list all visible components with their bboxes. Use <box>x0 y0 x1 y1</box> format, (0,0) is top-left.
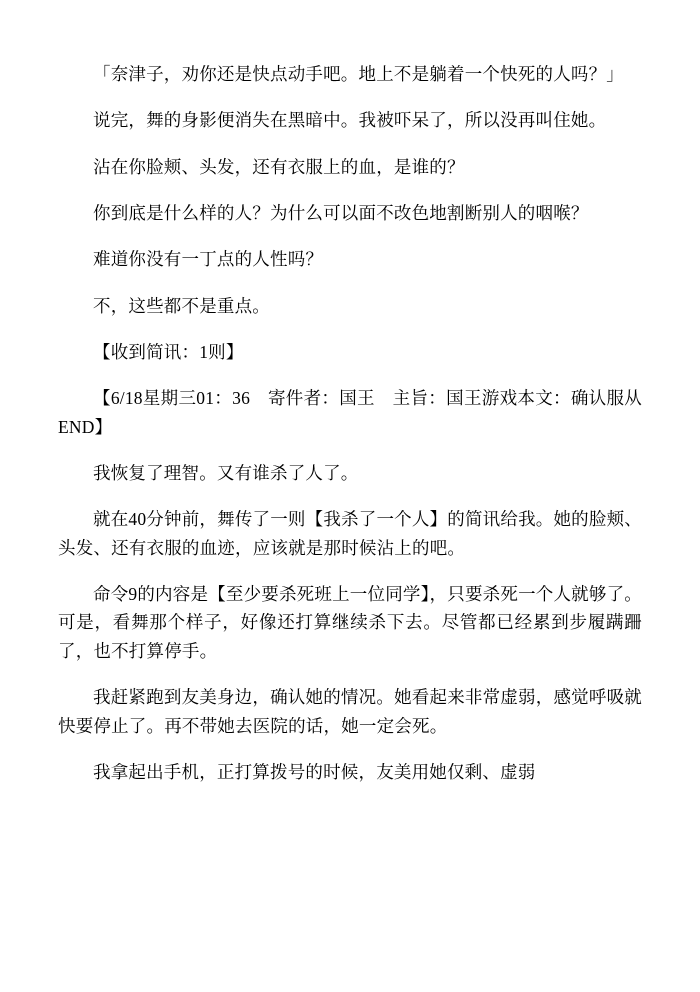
paragraph: 我恢复了理智。又有谁杀了人了。 <box>93 463 359 484</box>
paragraph: 就在40分钟前，舞传了一则【我杀了一个人】的简讯给我。她的脸颊、头发、还有衣服的血迹，应该就是那时候沾上的吧。 <box>58 509 642 558</box>
paragraph: 命令9的内容是【至少要杀死班上一位同学】，只要杀死一个人就够了。可是，看舞那个样子，好像还打算继续杀下去。尽管都已经累到步履蹒跚了，也不打算停手。 <box>58 584 642 661</box>
paragraph: 你到底是什么样的人？为什么可以面不改色地割断别人的咽喉？ <box>93 203 589 224</box>
paragraph-sms-content: 【6/18星期三01：36 寄件者：国王 主旨：国王游戏本文：确认服从 END】 <box>58 388 660 437</box>
paragraph: 说完，舞的身影便消失在黑暗中。我被吓呆了，所以没再叫住她。 <box>93 110 607 131</box>
paragraph-sms-notice: 【收到简讯：1则】 <box>93 342 244 363</box>
paragraph: 沾在你脸颊、头发，还有衣服上的血，是谁的？ <box>93 156 465 177</box>
paragraph: 不，这些都不是重点。 <box>93 295 270 316</box>
paragraph: 「奈津子，劝你还是快点动手吧。地上不是躺着一个快死的人吗？」 <box>93 64 624 84</box>
paragraph: 我赶紧跑到友美身边，确认她的情况。她看起来非常虚弱，感觉呼吸就快要停止了。再不带她去医院的话，她一定会死。 <box>58 687 642 736</box>
document-text-body <box>58 60 660 786</box>
paragraph: 难道你没有一丁点的人性吗？ <box>93 249 324 270</box>
paragraph: 我拿起出手机，正打算拨号的时候，友美用她仅剩、虚弱 <box>93 761 536 782</box>
